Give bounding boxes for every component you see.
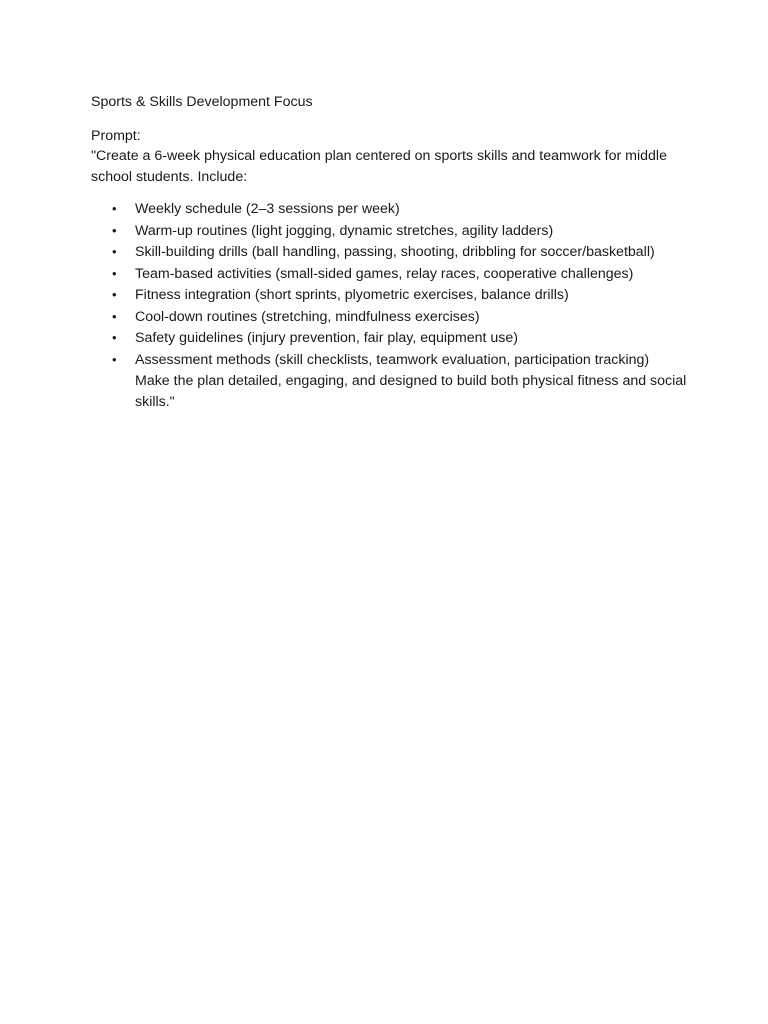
requirements-list [91, 199, 691, 370]
bullet-icon: • [112, 201, 117, 216]
bullet-icon: • [112, 244, 117, 259]
document-body [91, 92, 691, 412]
list-item [91, 350, 691, 371]
prompt-text: "Create a 6-week physical education plan centered on sports skills and teamwork for middle school students. Include: [91, 148, 667, 185]
list-item [91, 199, 691, 220]
list-item-text: Safety guidelines (injury prevention, fair play, equipment use) [135, 330, 519, 346]
bullet-icon: • [112, 330, 117, 345]
list-item-text: Team-based activities (small-sided games, relay races, cooperative challenges) [135, 265, 634, 282]
list-item [91, 242, 691, 263]
bullet-icon: • [112, 351, 117, 367]
document-heading: Sports & Skills Development Focus [91, 94, 313, 110]
list-item-text: Skill-building drills (ball handling, passing, shooting, dribbling for soccer/basketball) [135, 244, 655, 260]
list-item-text: Fitness integration (short sprints, plyometric exercises, balance drills) [135, 287, 569, 303]
list-item-text: Cool-down routines (stretching, mindfulness exercises) [135, 308, 480, 325]
list-item-text: Warm-up routines (light jogging, dynamic stretches, agility ladders) [135, 222, 554, 239]
list-item [91, 328, 691, 349]
list-item [91, 221, 691, 242]
list-item [91, 307, 691, 328]
list-item-text: Weekly schedule (2–3 sessions per week) [135, 201, 400, 217]
list-item [91, 285, 691, 306]
bullet-icon: • [112, 287, 117, 302]
bullet-icon: • [112, 265, 117, 281]
prompt-label: Prompt: [91, 127, 141, 144]
list-item [91, 264, 691, 285]
list-item-text: Assessment methods (skill checklists, teamwork evaluation, participation tracking) [135, 351, 650, 368]
bullet-icon: • [112, 222, 117, 238]
bullet-icon: • [112, 308, 117, 324]
closing-text: Make the plan detailed, engaging, and designed to build both physical fitness and social skills." [135, 373, 687, 410]
